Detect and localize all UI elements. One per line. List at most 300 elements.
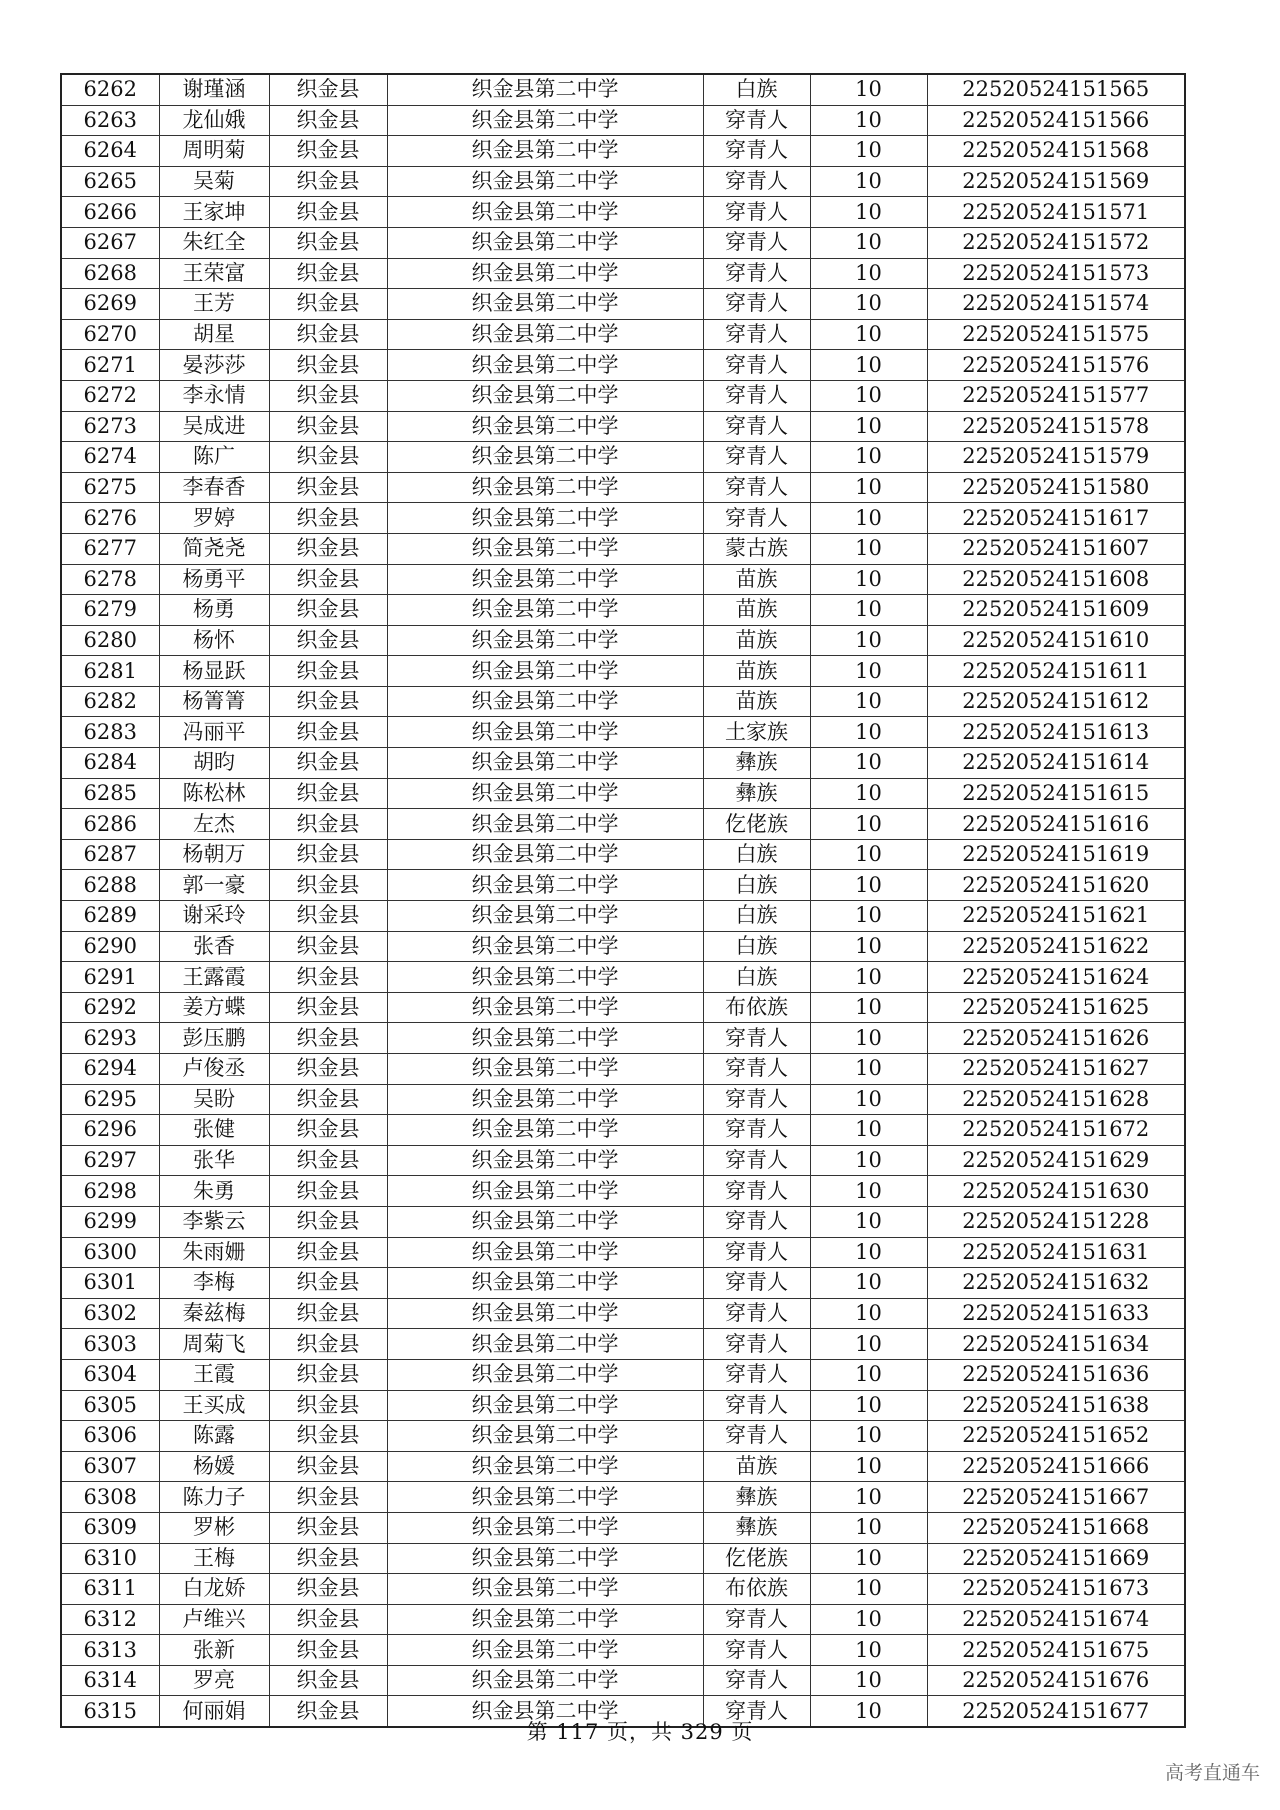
school-cell: 织金县第二中学 — [387, 870, 703, 901]
row-number-cell: 6276 — [61, 503, 159, 534]
grade-cell: 10 — [810, 1084, 927, 1115]
ethnicity-cell: 穿青人 — [703, 227, 810, 258]
ethnicity-cell: 白族 — [703, 931, 810, 962]
county-cell: 织金县 — [269, 503, 387, 534]
table-row — [61, 778, 1185, 809]
school-cell: 织金县第二中学 — [387, 1421, 703, 1452]
school-cell: 织金县第二中学 — [387, 1023, 703, 1054]
table-row — [61, 809, 1185, 840]
exam-number-cell: 22520524151617 — [927, 503, 1185, 534]
table-row — [61, 1604, 1185, 1635]
row-number-cell: 6315 — [61, 1696, 159, 1727]
grade-cell: 10 — [810, 197, 927, 228]
row-number-cell: 6266 — [61, 197, 159, 228]
school-cell: 织金县第二中学 — [387, 1329, 703, 1360]
school-cell: 织金县第二中学 — [387, 1574, 703, 1605]
exam-number-cell: 22520524151621 — [927, 901, 1185, 932]
grade-cell: 10 — [810, 1543, 927, 1574]
school-cell: 织金县第二中学 — [387, 166, 703, 197]
student-name-cell: 陈广 — [159, 442, 269, 473]
student-name-cell: 罗彬 — [159, 1512, 269, 1543]
grade-cell: 10 — [810, 686, 927, 717]
grade-cell: 10 — [810, 319, 927, 350]
grade-cell: 10 — [810, 105, 927, 136]
exam-number-cell: 22520524151608 — [927, 564, 1185, 595]
ethnicity-cell: 布依族 — [703, 992, 810, 1023]
watermark-text: 高考直通车 — [1164, 1762, 1260, 1784]
county-cell: 织金县 — [269, 901, 387, 932]
table-row — [61, 1145, 1185, 1176]
grade-cell: 10 — [810, 533, 927, 564]
exam-number-cell: 22520524151565 — [927, 74, 1185, 105]
table-row — [61, 289, 1185, 320]
ethnicity-cell: 苗族 — [703, 686, 810, 717]
grade-cell: 10 — [810, 595, 927, 626]
grade-cell: 10 — [810, 258, 927, 289]
exam-number-cell: 22520524151619 — [927, 839, 1185, 870]
county-cell: 织金县 — [269, 319, 387, 350]
county-cell: 织金县 — [269, 289, 387, 320]
school-cell: 织金县第二中学 — [387, 1390, 703, 1421]
county-cell: 织金县 — [269, 74, 387, 105]
school-cell: 织金县第二中学 — [387, 472, 703, 503]
county-cell: 织金县 — [269, 625, 387, 656]
county-cell: 织金县 — [269, 136, 387, 167]
ethnicity-cell: 穿青人 — [703, 1635, 810, 1666]
table-row — [61, 472, 1185, 503]
exam-number-cell: 22520524151578 — [927, 411, 1185, 442]
school-cell: 织金县第二中学 — [387, 136, 703, 167]
row-number-cell: 6281 — [61, 656, 159, 687]
exam-number-cell: 22520524151575 — [927, 319, 1185, 350]
row-number-cell: 6308 — [61, 1482, 159, 1513]
table-row — [61, 380, 1185, 411]
school-cell: 织金县第二中学 — [387, 748, 703, 779]
school-cell: 织金县第二中学 — [387, 931, 703, 962]
table-row — [61, 227, 1185, 258]
school-cell: 织金县第二中学 — [387, 1482, 703, 1513]
table-row — [61, 1543, 1185, 1574]
student-name-cell: 陈露 — [159, 1421, 269, 1452]
ethnicity-cell: 穿青人 — [703, 105, 810, 136]
grade-cell: 10 — [810, 1115, 927, 1146]
student-name-cell: 王露霞 — [159, 962, 269, 993]
student-name-cell: 王买成 — [159, 1390, 269, 1421]
school-cell: 织金县第二中学 — [387, 686, 703, 717]
table-row — [61, 319, 1185, 350]
exam-number-cell: 22520524151613 — [927, 717, 1185, 748]
table-row — [61, 656, 1185, 687]
exam-number-cell: 22520524151625 — [927, 992, 1185, 1023]
ethnicity-cell: 苗族 — [703, 595, 810, 626]
grade-cell: 10 — [810, 1421, 927, 1452]
row-number-cell: 6297 — [61, 1145, 159, 1176]
row-number-cell: 6274 — [61, 442, 159, 473]
county-cell: 织金县 — [269, 1390, 387, 1421]
row-number-cell: 6303 — [61, 1329, 159, 1360]
student-name-cell: 周菊飞 — [159, 1329, 269, 1360]
county-cell: 织金县 — [269, 656, 387, 687]
grade-cell: 10 — [810, 992, 927, 1023]
county-cell: 织金县 — [269, 1145, 387, 1176]
row-number-cell: 6271 — [61, 350, 159, 381]
county-cell: 织金县 — [269, 595, 387, 626]
ethnicity-cell: 穿青人 — [703, 442, 810, 473]
table-row — [61, 1176, 1185, 1207]
table-row — [61, 1268, 1185, 1299]
grade-cell: 10 — [810, 1206, 927, 1237]
student-name-cell: 姜方蝶 — [159, 992, 269, 1023]
grade-cell: 10 — [810, 136, 927, 167]
school-cell: 织金县第二中学 — [387, 1665, 703, 1696]
county-cell: 织金县 — [269, 992, 387, 1023]
row-number-cell: 6284 — [61, 748, 159, 779]
county-cell: 织金县 — [269, 1696, 387, 1727]
row-number-cell: 6273 — [61, 411, 159, 442]
grade-cell: 10 — [810, 1023, 927, 1054]
exam-number-cell: 22520524151616 — [927, 809, 1185, 840]
row-number-cell: 6309 — [61, 1512, 159, 1543]
student-name-cell: 谢瑾涵 — [159, 74, 269, 105]
student-name-cell: 晏莎莎 — [159, 350, 269, 381]
grade-cell: 10 — [810, 74, 927, 105]
row-number-cell: 6294 — [61, 1054, 159, 1085]
exam-number-cell: 22520524151676 — [927, 1665, 1185, 1696]
county-cell: 织金县 — [269, 442, 387, 473]
table-row — [61, 931, 1185, 962]
row-number-cell: 6285 — [61, 778, 159, 809]
exam-number-cell: 22520524151580 — [927, 472, 1185, 503]
county-cell: 织金县 — [269, 1451, 387, 1482]
school-cell: 织金县第二中学 — [387, 1359, 703, 1390]
county-cell: 织金县 — [269, 1574, 387, 1605]
table-row — [61, 1084, 1185, 1115]
row-number-cell: 6310 — [61, 1543, 159, 1574]
ethnicity-cell: 穿青人 — [703, 1023, 810, 1054]
school-cell: 织金县第二中学 — [387, 74, 703, 105]
student-name-cell: 张香 — [159, 931, 269, 962]
grade-cell: 10 — [810, 870, 927, 901]
table-row — [61, 1421, 1185, 1452]
row-number-cell: 6263 — [61, 105, 159, 136]
school-cell: 织金县第二中学 — [387, 380, 703, 411]
exam-number-cell: 22520524151666 — [927, 1451, 1185, 1482]
school-cell: 织金县第二中学 — [387, 1451, 703, 1482]
ethnicity-cell: 白族 — [703, 901, 810, 932]
school-cell: 织金县第二中学 — [387, 1206, 703, 1237]
table-row — [61, 503, 1185, 534]
exam-number-cell: 22520524151612 — [927, 686, 1185, 717]
table-row — [61, 625, 1185, 656]
school-cell: 织金县第二中学 — [387, 442, 703, 473]
school-cell: 织金县第二中学 — [387, 350, 703, 381]
exam-number-cell: 22520524151672 — [927, 1115, 1185, 1146]
row-number-cell: 6272 — [61, 380, 159, 411]
row-number-cell: 6292 — [61, 992, 159, 1023]
table-row — [61, 595, 1185, 626]
grade-cell: 10 — [810, 1176, 927, 1207]
table-row — [61, 166, 1185, 197]
ethnicity-cell: 穿青人 — [703, 1298, 810, 1329]
student-name-cell: 杨媛 — [159, 1451, 269, 1482]
county-cell: 织金县 — [269, 1054, 387, 1085]
county-cell: 织金县 — [269, 1206, 387, 1237]
exam-number-cell: 22520524151667 — [927, 1482, 1185, 1513]
county-cell: 织金县 — [269, 686, 387, 717]
grade-cell: 10 — [810, 962, 927, 993]
county-cell: 织金县 — [269, 717, 387, 748]
county-cell: 织金县 — [269, 564, 387, 595]
county-cell: 织金县 — [269, 166, 387, 197]
school-cell: 织金县第二中学 — [387, 962, 703, 993]
row-number-cell: 6291 — [61, 962, 159, 993]
row-number-cell: 6277 — [61, 533, 159, 564]
student-name-cell: 冯丽平 — [159, 717, 269, 748]
student-name-cell: 卢俊丞 — [159, 1054, 269, 1085]
grade-cell: 10 — [810, 1145, 927, 1176]
exam-number-cell: 22520524151674 — [927, 1604, 1185, 1635]
school-cell: 织金县第二中学 — [387, 503, 703, 534]
row-number-cell: 6304 — [61, 1359, 159, 1390]
table-row — [61, 717, 1185, 748]
student-name-cell: 陈力子 — [159, 1482, 269, 1513]
student-name-cell: 李春香 — [159, 472, 269, 503]
student-name-cell: 吴盼 — [159, 1084, 269, 1115]
student-name-cell: 罗婷 — [159, 503, 269, 534]
table-row — [61, 411, 1185, 442]
grade-cell: 10 — [810, 564, 927, 595]
ethnicity-cell: 穿青人 — [703, 1084, 810, 1115]
county-cell: 织金县 — [269, 105, 387, 136]
school-cell: 织金县第二中学 — [387, 1604, 703, 1635]
student-name-cell: 胡昀 — [159, 748, 269, 779]
table-row — [61, 1237, 1185, 1268]
grade-cell: 10 — [810, 809, 927, 840]
school-cell: 织金县第二中学 — [387, 1696, 703, 1727]
row-number-cell: 6275 — [61, 472, 159, 503]
grade-cell: 10 — [810, 1237, 927, 1268]
ethnicity-cell: 穿青人 — [703, 289, 810, 320]
row-number-cell: 6289 — [61, 901, 159, 932]
ethnicity-cell: 穿青人 — [703, 472, 810, 503]
grade-cell: 10 — [810, 1298, 927, 1329]
student-name-cell: 杨怀 — [159, 625, 269, 656]
county-cell: 织金县 — [269, 1176, 387, 1207]
table-row — [61, 1665, 1185, 1696]
grade-cell: 10 — [810, 1665, 927, 1696]
exam-number-cell: 22520524151228 — [927, 1206, 1185, 1237]
county-cell: 织金县 — [269, 1482, 387, 1513]
student-name-cell: 左杰 — [159, 809, 269, 840]
table-row — [61, 748, 1185, 779]
exam-number-cell: 22520524151620 — [927, 870, 1185, 901]
row-number-cell: 6282 — [61, 686, 159, 717]
row-number-cell: 6287 — [61, 839, 159, 870]
table-row — [61, 533, 1185, 564]
ethnicity-cell: 穿青人 — [703, 197, 810, 228]
grade-cell: 10 — [810, 472, 927, 503]
county-cell: 织金县 — [269, 1268, 387, 1299]
school-cell: 织金县第二中学 — [387, 1635, 703, 1666]
ethnicity-cell: 穿青人 — [703, 350, 810, 381]
grade-cell: 10 — [810, 1604, 927, 1635]
ethnicity-cell: 彝族 — [703, 1482, 810, 1513]
student-name-cell: 龙仙娥 — [159, 105, 269, 136]
school-cell: 织金县第二中学 — [387, 105, 703, 136]
county-cell: 织金县 — [269, 197, 387, 228]
row-number-cell: 6298 — [61, 1176, 159, 1207]
exam-number-cell: 22520524151614 — [927, 748, 1185, 779]
table-row — [61, 1574, 1185, 1605]
student-name-cell: 张健 — [159, 1115, 269, 1146]
exam-number-cell: 22520524151579 — [927, 442, 1185, 473]
table-row — [61, 901, 1185, 932]
table-row — [61, 258, 1185, 289]
exam-number-cell: 22520524151607 — [927, 533, 1185, 564]
student-name-cell: 王家坤 — [159, 197, 269, 228]
table-row — [61, 1115, 1185, 1146]
student-name-cell: 张华 — [159, 1145, 269, 1176]
grade-cell: 10 — [810, 1329, 927, 1360]
school-cell: 织金县第二中学 — [387, 289, 703, 320]
grade-cell: 10 — [810, 1359, 927, 1390]
student-name-cell: 王芳 — [159, 289, 269, 320]
ethnicity-cell: 穿青人 — [703, 1206, 810, 1237]
ethnicity-cell: 穿青人 — [703, 503, 810, 534]
ethnicity-cell: 穿青人 — [703, 1696, 810, 1727]
school-cell: 织金县第二中学 — [387, 411, 703, 442]
ethnicity-cell: 彝族 — [703, 748, 810, 779]
student-name-cell: 杨显跃 — [159, 656, 269, 687]
ethnicity-cell: 白族 — [703, 962, 810, 993]
county-cell: 织金县 — [269, 258, 387, 289]
table-row — [61, 1390, 1185, 1421]
row-number-cell: 6306 — [61, 1421, 159, 1452]
county-cell: 织金县 — [269, 1084, 387, 1115]
row-number-cell: 6302 — [61, 1298, 159, 1329]
row-number-cell: 6283 — [61, 717, 159, 748]
exam-number-cell: 22520524151572 — [927, 227, 1185, 258]
school-cell: 织金县第二中学 — [387, 1084, 703, 1115]
exam-number-cell: 22520524151629 — [927, 1145, 1185, 1176]
student-name-cell: 李紫云 — [159, 1206, 269, 1237]
table-row — [61, 442, 1185, 473]
school-cell: 织金县第二中学 — [387, 1115, 703, 1146]
row-number-cell: 6278 — [61, 564, 159, 595]
county-cell: 织金县 — [269, 1512, 387, 1543]
county-cell: 织金县 — [269, 1115, 387, 1146]
grade-cell: 10 — [810, 1451, 927, 1482]
county-cell: 织金县 — [269, 1635, 387, 1666]
county-cell: 织金县 — [269, 1421, 387, 1452]
school-cell: 织金县第二中学 — [387, 1298, 703, 1329]
row-number-cell: 6296 — [61, 1115, 159, 1146]
table-row — [61, 136, 1185, 167]
student-name-cell: 白龙娇 — [159, 1574, 269, 1605]
exam-number-cell: 22520524151627 — [927, 1054, 1185, 1085]
ethnicity-cell: 苗族 — [703, 564, 810, 595]
row-number-cell: 6290 — [61, 931, 159, 962]
table-row — [61, 870, 1185, 901]
exam-number-cell: 22520524151573 — [927, 258, 1185, 289]
school-cell: 织金县第二中学 — [387, 839, 703, 870]
student-name-cell: 胡星 — [159, 319, 269, 350]
school-cell: 织金县第二中学 — [387, 197, 703, 228]
ethnicity-cell: 苗族 — [703, 656, 810, 687]
table-row — [61, 564, 1185, 595]
school-cell: 织金县第二中学 — [387, 1512, 703, 1543]
student-name-cell: 谢采玲 — [159, 901, 269, 932]
table-row — [61, 1482, 1185, 1513]
row-number-cell: 6279 — [61, 595, 159, 626]
exam-number-cell: 22520524151636 — [927, 1359, 1185, 1390]
table-row — [61, 992, 1185, 1023]
exam-number-cell: 22520524151633 — [927, 1298, 1185, 1329]
row-number-cell: 6307 — [61, 1451, 159, 1482]
exam-number-cell: 22520524151611 — [927, 656, 1185, 687]
ethnicity-cell: 穿青人 — [703, 319, 810, 350]
student-name-cell: 朱勇 — [159, 1176, 269, 1207]
exam-number-cell: 22520524151673 — [927, 1574, 1185, 1605]
table-body — [61, 74, 1185, 1727]
exam-number-cell: 22520524151631 — [927, 1237, 1185, 1268]
student-name-cell: 杨勇平 — [159, 564, 269, 595]
ethnicity-cell: 仡佬族 — [703, 1543, 810, 1574]
exam-number-cell: 22520524151615 — [927, 778, 1185, 809]
ethnicity-cell: 彝族 — [703, 778, 810, 809]
student-name-cell: 周明菊 — [159, 136, 269, 167]
student-name-cell: 何丽娟 — [159, 1696, 269, 1727]
county-cell: 织金县 — [269, 839, 387, 870]
table-row — [61, 105, 1185, 136]
grade-cell: 10 — [810, 901, 927, 932]
ethnicity-cell: 穿青人 — [703, 1329, 810, 1360]
ethnicity-cell: 穿青人 — [703, 1176, 810, 1207]
table-row — [61, 1298, 1185, 1329]
table-row — [61, 1512, 1185, 1543]
school-cell: 织金县第二中学 — [387, 258, 703, 289]
row-number-cell: 6295 — [61, 1084, 159, 1115]
table-row — [61, 1635, 1185, 1666]
county-cell: 织金县 — [269, 1329, 387, 1360]
county-cell: 织金县 — [269, 1359, 387, 1390]
county-cell: 织金县 — [269, 350, 387, 381]
school-cell: 织金县第二中学 — [387, 778, 703, 809]
row-number-cell: 6301 — [61, 1268, 159, 1299]
student-name-cell: 朱红全 — [159, 227, 269, 258]
table-row — [61, 1359, 1185, 1390]
grade-cell: 10 — [810, 839, 927, 870]
grade-cell: 10 — [810, 1635, 927, 1666]
table-row — [61, 74, 1185, 105]
county-cell: 织金县 — [269, 870, 387, 901]
ethnicity-cell: 穿青人 — [703, 1390, 810, 1421]
student-name-cell: 王荣富 — [159, 258, 269, 289]
student-name-cell: 秦兹梅 — [159, 1298, 269, 1329]
row-number-cell: 6299 — [61, 1206, 159, 1237]
grade-cell: 10 — [810, 931, 927, 962]
student-name-cell: 彭压鹏 — [159, 1023, 269, 1054]
school-cell: 织金县第二中学 — [387, 625, 703, 656]
grade-cell: 10 — [810, 227, 927, 258]
school-cell: 织金县第二中学 — [387, 656, 703, 687]
county-cell: 织金县 — [269, 380, 387, 411]
ethnicity-cell: 苗族 — [703, 625, 810, 656]
school-cell: 织金县第二中学 — [387, 1176, 703, 1207]
county-cell: 织金县 — [269, 748, 387, 779]
ethnicity-cell: 穿青人 — [703, 380, 810, 411]
row-number-cell: 6270 — [61, 319, 159, 350]
